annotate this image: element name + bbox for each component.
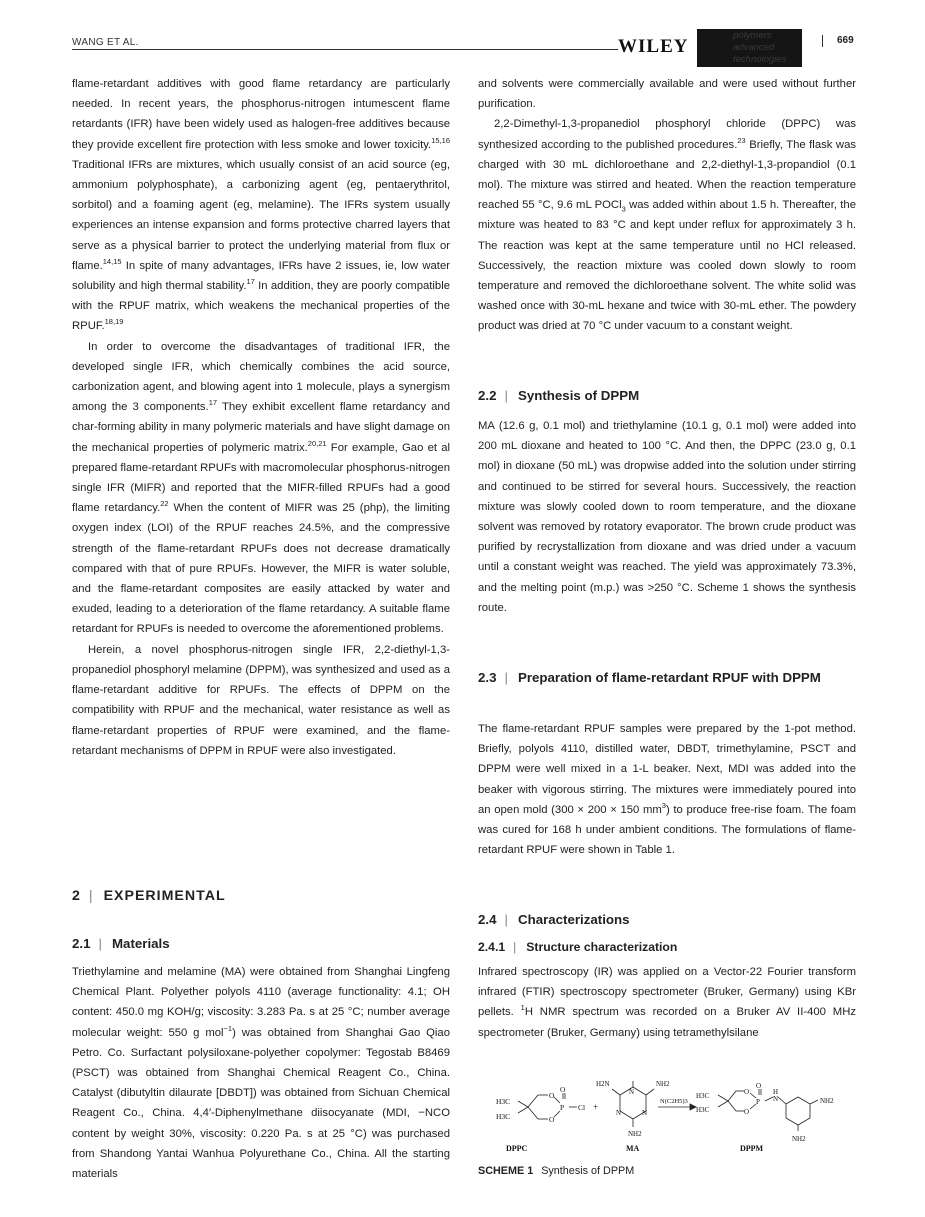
atom-label: NH2 [820,1097,834,1105]
atom-label: O [744,1088,750,1096]
atom-label: NH2 [792,1135,806,1143]
left-column [72,74,450,761]
atom-label: NH2 [656,1080,670,1088]
header-divider [822,35,823,47]
atom-label: N [616,1109,622,1117]
ma-label: MA [626,1144,640,1153]
reagent-label: N(C2H5)3 [660,1098,688,1105]
atom-label: N [773,1095,779,1103]
right-column-top [478,74,856,337]
citation: 14,15 [102,257,122,267]
scheme-1-reaction [478,1067,858,1157]
section-2-4-1-heading: 2.4.1 | Structure characterization [478,940,678,954]
atom-label: O [744,1108,750,1116]
atom-label: O [756,1082,762,1090]
single-ifr-paragraph: In order to overcome the disadvantages of traditional IFR, the developed single IFR, which chemically combines the acid source, carbonization agent, and blowing agent into 1 molecule, plays a synergism among the 3 components.$^{17}$ They exhibit excellent flame retardancy and char-forming ability in many polymeric materials and have slight damage on the mechanical properties of polymeric matrix.$^{20,21}$ For example, Gao et al prepared flame-retardant RPUFs with macromolecular phosphorus-nitrogen single IFR (MIFR) and reported that the MIFR-filled RPUFs had a good flame retardancy.$^{22}$ When the content of MIFR was 25 (php), the limiting oxygen index (LOI) of the RPUF reaches 24.5%, and the compressive strength of the flame-retardant RPUFs does not decrease dramatically compared with that of pure RPUFs. However, the MIFR is water soluble, and the flame-retardant composites are easily attacked by water and exuded, leading to a deterioration of the flame retardancy. A suitable flame retardant for RPUFs is needed to overcome the aforementioned problems. [72,340,451,636]
preparation-text [478,719,856,860]
dppc-label: DPPC [506,1144,528,1153]
preparation-paragraph: The flame-retardant RPUF samples were prepared by the 1-pot method. Briefly, polyols 4110, distilled water, DBDT, trimethylamine, PSCT and DPPM were well mixed in a 1-L beaker. Next, MDI was added into the beaker with vigorous stirring. The mixtures were immediately poured into an open mold (300 × 200 × 150 $mm^3$) to produce free-rise foam. The foam was cured for 168 h under ambient conditions. The formulations of flame-retardant RPUF were shown in Table 1. [478,723,856,857]
scheme-caption-label: SCHEME 1 [478,1165,534,1177]
dppm-structure [718,1089,818,1131]
atom-label: NH2 [628,1130,642,1138]
page-number: 669 [837,35,854,46]
journal-logo-line: polymers [733,30,772,41]
section-2-2-heading: 2.2 | Synthesis of DPPM [478,388,640,403]
atom-label: O [560,1085,566,1094]
citation: 17 [208,398,218,408]
section-2-heading: 2 | EXPERIMENTAL [72,888,226,904]
materials-text [72,962,450,1184]
atom-label: H3C [696,1092,710,1100]
atom-label: H3C [496,1097,511,1106]
citation: 18,19 [104,317,124,327]
citation: 22 [160,499,169,509]
dppm-label: DPPM [740,1144,764,1153]
atom-label: P [560,1103,565,1112]
journal-logo-line: advanced [733,42,775,53]
dppc-paragraph: 2,2-Dimethyl-1,3-propanediol phosphoryl chloride (DPPC) was synthesized according to the published procedures.$^{23}$ Briefly, The flask was charged with 30 mL dichloroethane and 2,2-diethyl-1,3-propandiol (0.1 mol). The mixture was stirred and heated. When the reaction temperature reached 55 °C, 9.6 mL POCl$_3$ was added within about 1.5 h. Thereafter, the mixture was heated to 83 °C and kept under reflux for approximately 3 h. The reaction was kept at the same temperature until no HCl released. Successively, the reaction mixture was cooled down slowly to room temperature and removed the dichloroethane solvent. The white solid was washed once with 30-mL hexane and twice with 30-mL ether. The powdery product was dried at 70 °C under vacuum to a constant weight. [478,118,856,333]
atom-label: O [549,1115,555,1124]
scheme-caption [478,1165,634,1177]
section-2-4-heading: 2.4 | Characterizations [478,912,630,927]
section-2-1-heading: 2.1 | Materials [72,936,170,951]
atom-label: P [756,1098,760,1106]
atom-label: H [773,1088,779,1096]
herein-paragraph: Herein, a novel phosphorus-nitrogen single IFR, 2,2-diethyl-1,3-propanediol phosphoryl melamine (DPPM), was synthesized and used as a flame-retardant additive for RPUFs. The effects of DPPM on the compatibility with RPUF and the mechanical, water resistance as well as flame-retardant properties of RPUF were examined, and the flame-retardant mechanisms of DPPM in RPUF were also investigated. [72,643,450,757]
header-rule [72,49,618,50]
atom-label: H3C [496,1112,511,1121]
scheme-caption-text: Synthesis of DPPM [541,1165,635,1177]
citation: 20,21 [307,438,327,448]
atom-label: N [629,1088,635,1096]
atom-label: H2N [596,1080,610,1088]
materials-paragraph: Triethylamine and melamine (MA) were obtained from Shanghai Lingfeng Chemical Plant. Polyether polyols 4110 (average functionality: 4.1; OH content: 450.0 mg KOH/g; viscosity: 3.283 Pa. s at 25 °C; number average molecular weight: 550 g mol$^{-1}$) was obtained from Shanghai Gao Qiao Petro. Co. Surfactant polysiloxane-polyether copolymer: Tegostab B8469 (PSCT) was obtained from Shanghai Chemical Reagent Co., China. Catalyst (dibutyltin dilaurate [DBDT]) was obtained from Sichuan Chemical Reagent Co., China. 4,4′-Diphenylmethane diisocyanate (MDI, −NCO content by weight 30%, viscosity: 0.220 Pa. s at 25 °C) was purchased from Shandong Yantai Wanhua Polyurethane Co., China. All the starting materials [72,966,450,1181]
dppm-paragraph: MA (12.6 g, 0.1 mol) and triethylamine (10.1 g, 0.1 mol) were added into 200 mL dioxane and heated to 100 °C. And then, the DPPC (23.0 g, 0.1 mol) in dioxane (50 mL) was dropwise added into the solution under stirring and continued to be stirred for several hours. Successively, the reaction mixture was slowly cooled down to room temperature, and the dioxane solvent was removed by rotatory evaporator. The brown crude product was purified by recrystallization from dioxane and was dried under a vacuum until a constant weight was reached. The yield was approximately 73.3%, and the melting point (m.p.) was >250 °C. Scheme 1 shows the synthesis route. [478,420,856,614]
plus-sign: + [593,1102,599,1112]
journal-logo-line: technologies [733,54,787,65]
atom-label: O [549,1091,555,1100]
citation: 23 [737,135,746,145]
intro-paragraph: flame-retardant additives with good flame retardancy are particularly needed. In recent years, the phosphorus-nitrogen intumescent flame retardants (IFR) have been widely used as halogen-free additives because they provide excellent fire protection with less smoke and lower toxicity.$^{15,16}$ Traditional IFRs are mixtures, which usually consist of an acid source (eg, ammonium polyphosphate), a carbonizing agent (eg, pentaerythritol, sorbitol) and a foaming agent (eg, melamine). The IFRs system usually experiences an intense expansion and forms protective charred layers that serve as a physical barrier to protect the underlying material from flux or flame.$^{14,15}$ In spite of many advantages, IFRs have 2 issues, ie, low water solubility and high thermal stability.$^{17}$ In addition, they are poorly compatible with the RPUF matrix, which weakens the mechanical properties of the RPUF.$^{18,19}$ [72,78,450,333]
dppc-structure [518,1093,577,1119]
continued-paragraph: and solvents were commercially available and were used without further purification. [478,78,856,111]
journal-logo [697,29,802,67]
structure-paragraph: Infrared spectroscopy (IR) was applied on a Vector-22 Fourier transform infrared (FTIR) spectroscopy spectrometer (Bruker, Germany) using KBr pellets. $^1$H NMR spectrum was recorded on a Bruker AV II-400 MHz spectrometer (Bruker, Germany) using tetramethylsilane [478,966,856,1039]
citation: 15,16 [431,135,450,145]
running-head-author: WANG ET AL. [72,37,139,48]
citation: 17 [246,277,255,287]
atom-label: Cl [578,1103,586,1112]
section-2-3-heading: 2.3 | Preparation of flame-retardant RPUF with DPPM [478,670,821,685]
structure-text [478,962,856,1043]
publisher-logo: WILEY [618,36,689,57]
atom-label: H3C [696,1106,710,1114]
dppm-synthesis-text [478,416,856,618]
atom-label: N [642,1109,648,1117]
